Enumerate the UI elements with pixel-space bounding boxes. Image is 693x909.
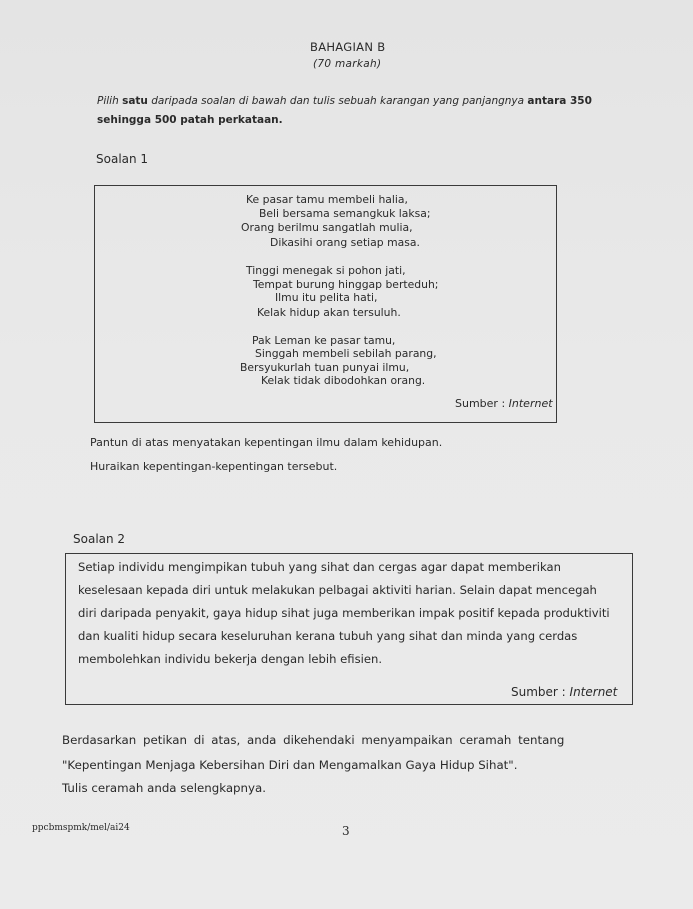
passage-line: dan kualiti hidup secara keseluruhan kerana tubuh yang sihat dan minda yang cerdas [78,629,578,643]
pantun-line: Orang berilmu sangatlah mulia, [241,221,413,234]
pantun-line: Kelak tidak dibodohkan orang. [261,374,426,387]
pantun-line: Tempat burung hinggap berteduh; [253,278,439,291]
pantun-line: Beli bersama semangkuk laksa; [259,207,431,220]
source-label: Sumber : [511,685,570,699]
pantun-line: Tinggi menegak si pohon jati, [246,264,406,277]
pantun-source [455,397,553,410]
source-value: Internet [508,397,553,410]
pantun-line: Kelak hidup akan tersuluh. [257,306,401,319]
passage-box [65,553,633,705]
pantun-line: Singgah membeli sebilah parang, [255,347,437,360]
source-label: Sumber : [455,397,509,410]
pantun-line: Pak Leman ke pasar tamu, [252,334,396,347]
question-2-title: Soalan 2 [73,532,126,546]
footer-code: ppcbmspmk/mel/ai24 [32,823,130,833]
pantun-box [94,185,557,423]
passage-line: membolehkan individu bekerja dengan lebih efisien. [78,652,383,666]
question-1-title: Soalan 1 [96,152,149,166]
pantun-line: Ilmu itu pelita hati, [275,291,378,304]
instruction-line-1 [97,95,592,107]
instruction-italic-rest: daripada soalan di bawah dan tulis sebuah karangan yang panjangnya [147,95,528,107]
instruction-line-2: sehingga 500 patah perkataan. [97,114,283,126]
page-number: 3 [342,824,350,838]
passage-source [511,685,617,699]
question-2-task-line-3: Tulis ceramah anda selengkapnya. [62,781,266,795]
section-heading: BAHAGIAN B [310,40,386,54]
instruction-bold-satu: satu [122,95,148,107]
question-1-statement: Pantun di atas menyatakan kepentingan ilmu dalam kehidupan. [90,436,443,449]
marks-label: (70 markah) [313,58,382,70]
pantun-line: Bersyukurlah tuan punyai ilmu, [240,361,410,374]
pantun-line: Ke pasar tamu membeli halia, [246,193,408,206]
question-2-task-line-1: Berdasarkan petikan di atas, anda dikehendaki menyampaikan ceramah tentang [62,733,565,747]
instruction-bold-range: antara 350 [527,95,592,107]
pantun-line: Dikasihi orang setiap masa. [270,236,420,249]
passage-line: Setiap individu mengimpikan tubuh yang sihat dan cergas agar dapat memberikan [78,560,561,574]
question-1-task: Huraikan kepentingan-kepentingan tersebut. [90,460,338,473]
passage-line: keselesaan kepada diri untuk melakukan pelbagai aktiviti harian. Selain dapat mencegah [78,583,597,597]
source-value: Internet [569,685,618,699]
instruction-italic-start: Pilih [97,95,123,107]
question-2-task-line-2: "Kepentingan Menjaga Kebersihan Diri dan Mengamalkan Gaya Hidup Sihat". [62,758,518,772]
passage-line: diri daripada penyakit, gaya hidup sihat juga memberikan impak positif kepada produktiviti [78,606,610,620]
